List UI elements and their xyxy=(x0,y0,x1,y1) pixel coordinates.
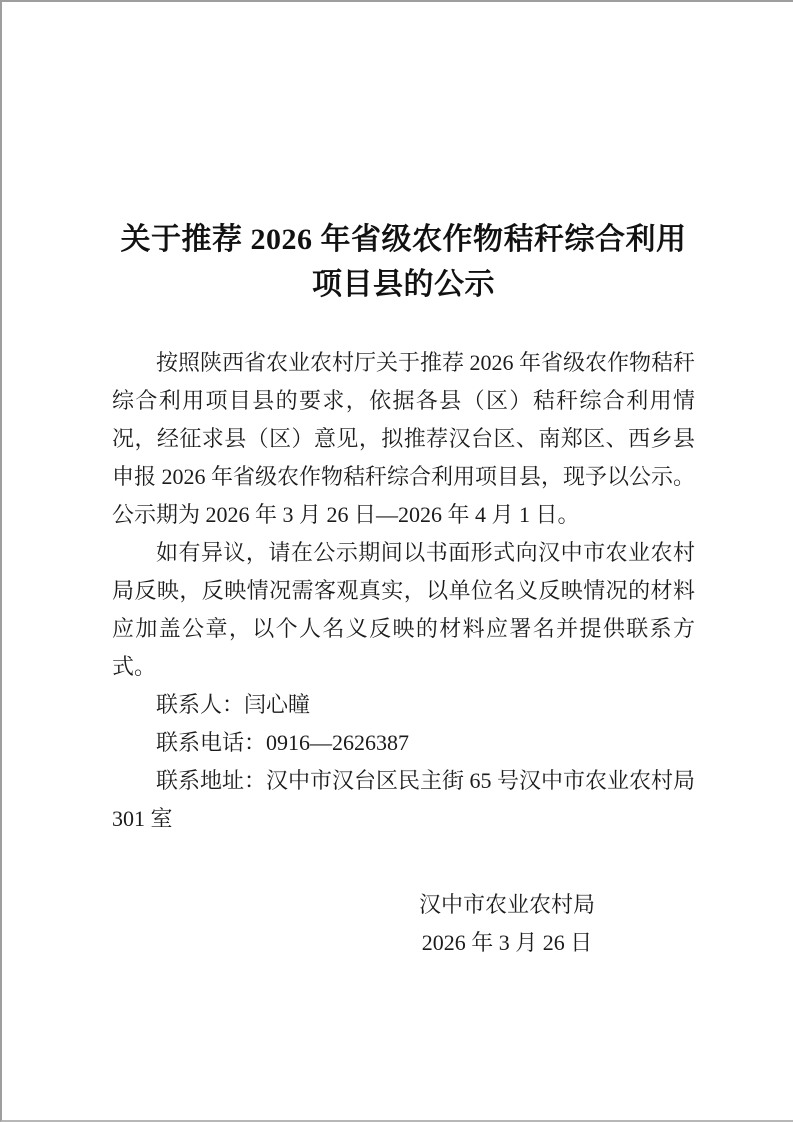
signature-org: 汉中市农业农村局 xyxy=(418,892,595,917)
body-paragraph-1: 按照陕西省农业农村厅关于推荐 2026 年省级农作物秸秆综合利用项目县的要求，依据各县（区）秸秆综合利用情况，经征求县（区）意见，拟推荐汉台区、南郑区、西乡县申报 2026 年省级农作物秸秆综合利用项目县，现予以公示。公示期为 2026 年 3 月 26 日—2026 年 4 月 1 日。 xyxy=(112,350,696,527)
contact-address-line: 联系地址：汉中市汉台区民主街 65 号汉中市农业农村局 301 室 xyxy=(112,768,696,831)
page-title-line-1: 关于推荐 2026 年省级农作物秸秆综合利用 xyxy=(120,223,687,256)
document-body xyxy=(112,344,695,838)
body-paragraph-2: 如有异议，请在公示期间以书面形式向汉中市农业农村局反映，反映情况需客观真实，以单位名义反映情况的材料应加盖公章，以个人名义反映的材料应署名并提供联系方式。 xyxy=(112,540,695,679)
signature-block xyxy=(419,886,595,962)
contact-phone-line: 联系电话：0916—2626387 xyxy=(156,730,410,755)
signature-date: 2026 年 3 月 26 日 xyxy=(421,930,593,955)
contact-person-line: 联系人：闫心瞳 xyxy=(156,692,311,717)
page-title xyxy=(112,217,695,307)
page-title-line-2: 项目县的公示 xyxy=(312,268,495,301)
